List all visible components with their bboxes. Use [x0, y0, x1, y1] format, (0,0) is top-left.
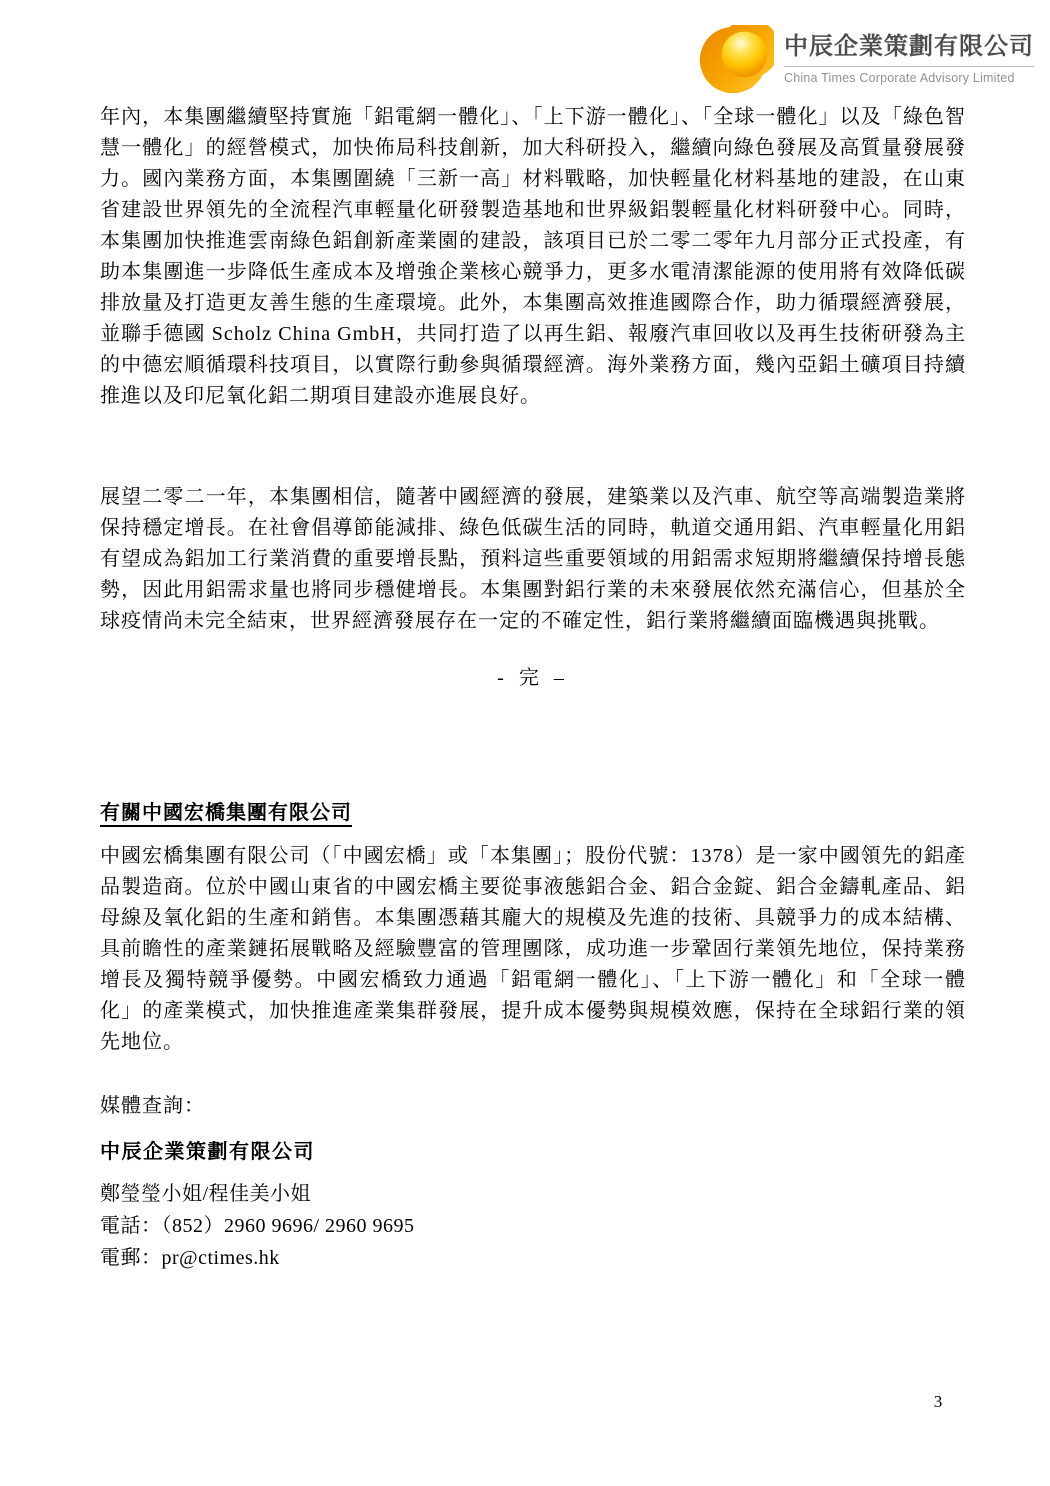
- document-body: [100, 102, 966, 1274]
- about-heading-text: 有關中國宏橋集團有限公司: [100, 802, 352, 827]
- contact-persons: 鄭瑩瑩小姐/程佳美小姐: [100, 1183, 312, 1205]
- contact-phone: 電話：（852）2960 9696/ 2960 9695: [100, 1215, 415, 1237]
- company-name-en: China Times Corporate Advisory Limited: [784, 71, 1015, 85]
- page-number: 3: [933, 1392, 943, 1411]
- logo-text-block: [784, 25, 1034, 85]
- paragraph-outlook: 展望二零二一年，本集團相信，隨著中國經濟的發展，建築業以及汽車、航空等高端製造業將保持穩定增長。在社會倡導節能減排、綠色低碳生活的同時，軌道交通用鋁、汽車輕量化用鋁有望成為鋁加工行業消費的重要增長點，預料這些重要領域的用鋁需求短期將繼續保持增長態勢，因此用鋁需求量也將同步穩健增長。本集團對鋁行業的未來發展依然充滿信心，但基於全球疫情尚未完全結束，世界經濟發展存在一定的不確定性，鋁行業將繼續面臨機遇與挑戰。: [100, 486, 966, 632]
- contact-email: 電郵：pr@ctimes.hk: [100, 1247, 280, 1269]
- paragraph-business-review: 年內，本集團繼續堅持實施「鋁電網一體化」、「上下游一體化」、「全球一體化」以及「綠色智慧一體化」的經營模式，加快佈局科技創新，加大科研投入，繼續向綠色發展及高質量發展發力。國內業務方面，本集團圍繞「三新一高」材料戰略，加快輕量化材料基地的建設，在山東省建設世界領先的全流程汽車輕量化研發製造基地和世界級鋁製輕量化材料研發中心。同時，本集團加快推進雲南綠色鋁創新產業園的建設，該項目已於二零二零年九月部分正式投產，有助本集團進一步降低生產成本及增強企業核心競爭力，更多水電清潔能源的使用將有效降低碳排放量及打造更友善生態的生產環境。此外，本集團高效推進國際合作，助力循環經濟發展，並聯手德國 Scholz China GmbH，共同打造了以再生鋁、報廢汽車回收以及再生技術研發為主的中德宏順循環科技項目，以實際行動參與循環經濟。海外業務方面，幾內亞鋁土礦項目持續推進以及印尼氧化鋁二期項目建設亦進展良好。: [100, 106, 966, 407]
- paragraph-about-company: 中國宏橋集團有限公司（「中國宏橋」或「本集團」；股份代號：1378）是一家中國領先的鋁產品製造商。位於中國山東省的中國宏橋主要從事液態鋁合金、鋁合金錠、鋁合金鑄軋產品、鋁母線及氧化鋁的生產和銷售。本集團憑藉其龐大的規模及先進的技術、具競爭力的成本結構、具前瞻性的產業鏈拓展戰略及經驗豐富的管理團隊，成功進一步鞏固行業領先地位，保持業務增長及獨特競爭優勢。中國宏橋致力通過「鋁電網一體化」、「上下游一體化」和「全球一體化」的產業模式，加快推進產業集群發展，提升成本優勢與規模效應，保持在全球鋁行業的領先地位。: [100, 845, 966, 1053]
- company-name-zh: 中辰企業策劃有限公司: [784, 33, 1034, 60]
- agency-name: 中辰企業策劃有限公司: [100, 1141, 315, 1163]
- media-inquiry-label: 媒體查詢：: [100, 1095, 205, 1117]
- logo-divider: [784, 66, 1034, 67]
- about-section-heading: [100, 798, 966, 829]
- letterhead-logo: [692, 25, 1034, 96]
- sun-sphere-swoosh-icon: [692, 25, 774, 96]
- contact-details: [100, 1178, 966, 1274]
- end-of-release-marker: - 完 –: [497, 667, 569, 689]
